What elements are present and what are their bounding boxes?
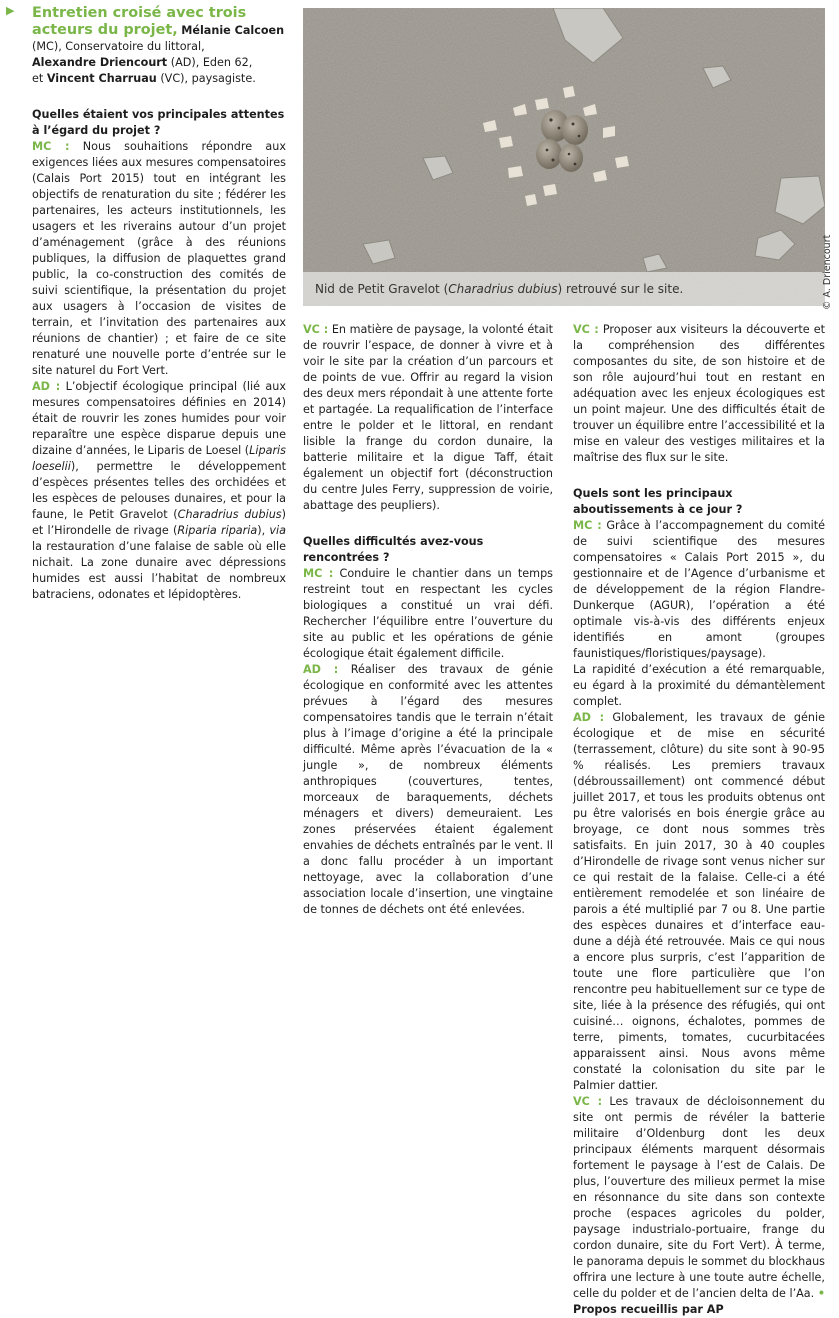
q3-answer-vc: VC : Les travaux de décloisonnement du site ont permis de révéler la batterie militaire d’Oldenburg dont les deux principaux éléments marquent désormais fortement le paysage à l’est de Calais. De plus, l’ouverture des milieux permet la mise en résonnance du site dans son contexte proche (espaces agricoles du polder, paysage industrialo-portuaire, frange du cordon dunaire, site du Fort Vert). À terme, le panorama depuis le sommet du blockhaus offrira une lecture à une toute autre échelle, celle du polder et de l’ancien delta de l’Aa. • Propos recueillis par AP [573,1095,826,1316]
q3-answer-mc-cont: La rapidité d’exécution a été remarquable, eu égard à la proximité du démantèlement complet. [573,663,825,708]
photo-caption: Nid de Petit Gravelot (Charadrius dubius) retrouvé sur le site. [303,272,825,306]
photo-credit: © A. Driencourt [822,234,833,310]
q1-answer-ad: AD : L’objectif écologique principal (lié aux mesures compensatoires définies en 2014) était de rouvrir les zones humides pour voir reparaître une espèce disparue depuis une dizaine d’années, le Liparis de Loesel (Liparis loeselii), permettre le développement d’espèces présentes telles des orchidées et les espèces de pelouses dunaires, et pour la faune, le Petit Gravelot (Charadrius dubius) et l’Hirondelle de rivage (Riparia riparia), via la restauration d’une falaise de sable où elle nichait. La zone dunaire avec dépressions humides est aussi l’habitat de nombreux batraciens, odonates et lépidoptères. [32,380,286,601]
q2-answer-mc: MC : Conduire le chantier dans un temps restreint tout en respectant les cycles biologiques a constitué un vrai défi. Rechercher l’équilibre entre l’ouverture du site au public et les opérations de génie écologique était également difficile. [303,567,553,660]
question-3-heading: Quels sont les principaux aboutissements à ce jour ? [573,487,743,516]
bullet-icon: • [817,1287,825,1300]
q3-answer-ad: AD : Globalement, les travaux de génie écologique et de mise en sécurité (terrassement, clôture) du site sont à 90-95 % réalisés. Les premiers travaux (débroussaillement) ont commencé début juillet 2017, et tous les produits obtenus ont pu être valorisés en bois énergie grâce au broyage, ce dont nous sommes très satisfaits. En juin 2017, 30 à 40 couples d’Hirondelle de rivage sont venus nicher sur ce qui restait de la falaise. Celle-ci a été entièrement remodelée et son linéaire de parois a été multiplié par 7 ou 8. Une partie des espèces dunaires et d’interface eau-dune a déjà été retrouvée. Mais ce qui nous a encore plus surpris, c’est l’apparition de toute une flore particulière que l’on rencontre peu habituellement sur ce type de site, liée à la présence des réfugiés, qui ont cuisiné… oignons, échalotes, pommes de terre, piments, tomates, cucurbitacées apparaissent ainsi. Nous avons même constaté la colonisation du site par le Palmier dattier. [573,711,825,1092]
signature: Propos recueillis par AP [573,1303,724,1316]
column-1 [32,5,286,603]
q3-answer-mc: MC : Grâce à l’accompagnement du comité de suivi scientifique des mesures compensatoires « Calais Port 2015 », du gestionnaire et de l’Agence d’urbanisme et de développement de la région Flandre-Dunkerque (AGUR), l’opération a été optimale vis-à-vis des différents enjeux identifiés en amont (groupes faunistiques/floristiques/paysage). [573,519,825,660]
intro-title: Entretien croisé avec trois acteurs du projet, [32,5,247,38]
q2-answer-vc: VC : Proposer aux visiteurs la découverte et la compréhension des différentes composantes du site, de son histoire et de son rôle aujourd’hui tout en restant en adéquation avec les enjeux écologiques est un point majeur. Une des difficultés était de trouver un équilibre entre l’accessibilité et la mise en valeur des vestiges militaires et la maîtrise des flux sur le site. [573,323,825,464]
column-3 [573,322,825,1318]
q2-answer-ad: AD : Réaliser des travaux de génie écologique en conformité avec les attentes prévues à l’égard des mesures compensatoires tandis que le terrain n’était plus à l’image d’origine a été la principale difficulté. Même après l’évacuation de la « jungle », de nombreux éléments anthropiques (couvertures, tentes, morceaux de baraquements, déchets ménagers et divers) demeuraient. Les zones préservées étaient également envahies de déchets entraînés par le vent. Il a donc fallu procéder à un important nettoyage, avec la collaboration d’une association locale d’insertion, une vingtaine de tonnes de déchets ont été enlevées. [303,663,553,916]
nest-photo-image [303,8,825,306]
question-2-heading: Quelles difficultés avez-vous rencontrées ? [303,535,484,564]
intro-paragraph: Entretien croisé avec trois acteurs du projet, Mélanie Calcoen (MC), Conservatoire du littoral, Alexandre Driencourt (AD), Eden 62, et Vincent Charruau (VC), paysagiste. [32,5,285,85]
section-arrow-icon: ▶ [6,4,15,17]
q1-answer-vc: VC : En matière de paysage, la volonté était de rouvrir l’espace, de donner à vivre et à voir le site par la création d’un parcours et de points de vue. Offrir au regard la vision des deux mers répondait à une attente forte et partagée. La requalification de l’interface entre le polder et le littoral, en rendant lisible la frange du cordon dunaire, la batterie militaire et la digue Taff, était également un objectif fort (déconstruction du centre Jules Ferry, suppression de voirie, abattage des peupliers). [303,323,553,512]
column-2 [303,322,553,918]
q1-answer-mc: MC : Nous souhaitions répondre aux exigences liées aux mesures compensatoires (Calais Port 2015) tout en intégrant les objectifs de renaturation du site ; fédérer les partenaires, les acteurs institutionnels, les usagers et les riverains autour d’un projet d’aménagement (grâce à des réunions publiques, la diffusion de plaquettes grand public, la co-construction des comités de suivi scientifique, la présentation du projet aux usagers à l’occasion de visites de terrain, et l’invitation des partenaires aux réunions de chantier) ; et faire de ce site renaturé une nouvelle porte d’entrée sur le site naturel du Fort Vert. [32,140,286,377]
question-1-heading: Quelles étaient vos principales attentes à l’égard du projet ? [32,108,285,137]
nest-photo [303,8,825,306]
